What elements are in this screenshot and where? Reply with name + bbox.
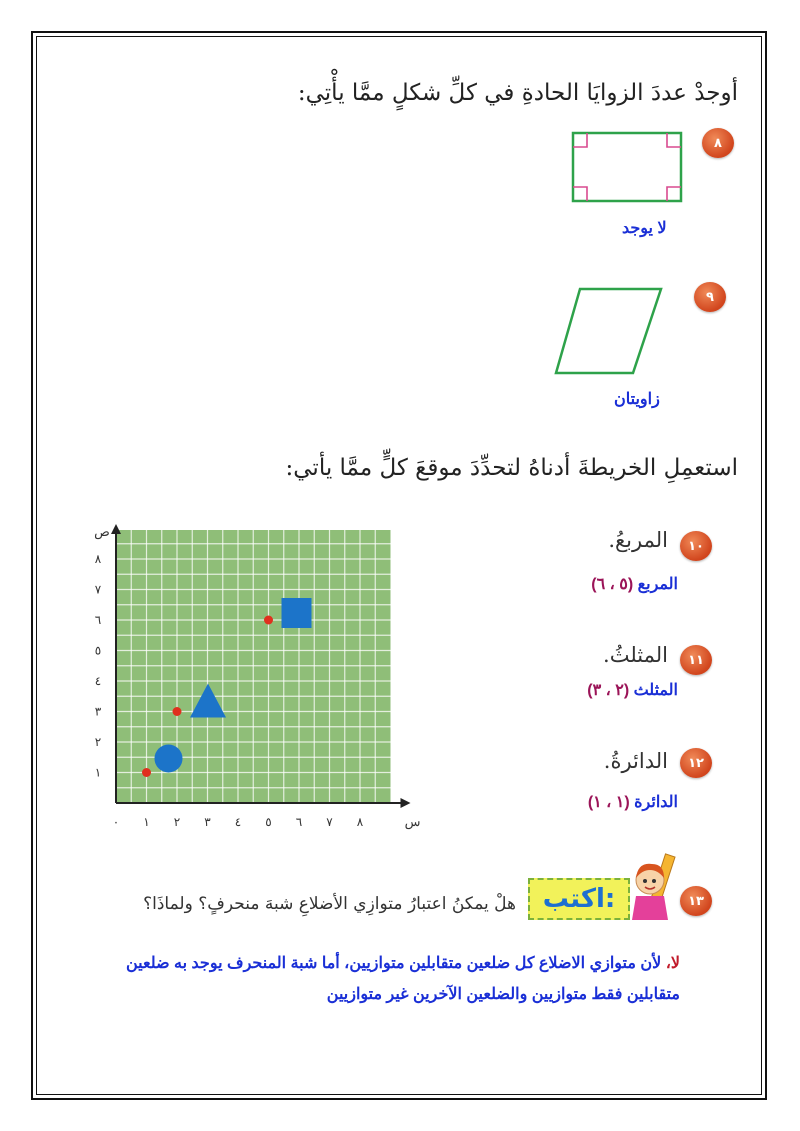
answer-circle xyxy=(588,792,678,812)
pencil-girl-icon xyxy=(626,852,678,924)
item-label-square: المربعُ. xyxy=(608,528,668,552)
parallelogram-figure xyxy=(553,286,665,378)
y-axis-label: ص xyxy=(94,525,110,540)
question-number-badge: ١١ xyxy=(680,645,712,675)
question-number-badge: ٩ xyxy=(694,282,726,312)
answer-triangle-name: المثلث xyxy=(633,682,678,699)
x-tick-label: ٦ xyxy=(295,815,303,829)
question-number-badge: ١٢ xyxy=(680,748,712,778)
answer-circle-pair: (١ ، ١) xyxy=(587,794,630,811)
item-label-circle: الدائرةُ. xyxy=(603,749,668,773)
item-label-triangle: المثلثُ. xyxy=(603,643,668,667)
y-axis-arrow xyxy=(111,524,121,534)
square-shape xyxy=(282,598,312,628)
circle-shape xyxy=(155,745,183,773)
coordinate-grid-chart xyxy=(82,522,421,834)
section2-heading: استعمِلِ الخريطةَ أدناهُ لتحدِّدَ موقعَ كلٍّ ممَّا يأتي: xyxy=(285,455,738,481)
location-point xyxy=(142,768,151,777)
answer-13-text: لأن متوازي الاضلاع كل ضلعين متقابلين متوازيين، أما شبة المنحرف يوجد به ضلعين متقابلين فقط متوازيين والضلعين الآخرين غير متوازيين xyxy=(126,955,680,1003)
y-tick-label: ٥ xyxy=(94,643,102,658)
answer-triangle xyxy=(587,680,678,700)
x-axis-arrow xyxy=(401,798,411,808)
question-number-badge: ٨ xyxy=(702,128,734,158)
x-tick-label: ١ xyxy=(143,815,150,829)
question-13-text: هلْ يمكنُ اعتبارُ متوازِي الأضلاعِ شبهَ منحرفٍ؟ ولماذَا؟ xyxy=(143,894,516,914)
y-tick-label: ١ xyxy=(94,765,102,780)
answer-circle-name: الدائرة xyxy=(634,794,678,811)
x-tick-label: ٨ xyxy=(356,815,364,829)
y-tick-label: ٦ xyxy=(94,613,102,627)
x-axis-label: س xyxy=(404,815,421,830)
y-tick-label: ٨ xyxy=(94,552,102,566)
answer-square-name: المربع xyxy=(637,576,678,593)
answer-square xyxy=(591,574,678,594)
answer-square-pair: (٥ ، ٦) xyxy=(591,576,634,593)
answer-13 xyxy=(70,948,680,1010)
x-tick-label: ٢ xyxy=(173,815,181,829)
x-tick-label: ٠ xyxy=(112,815,120,829)
y-tick-label: ٧ xyxy=(94,582,102,597)
rectangle-figure xyxy=(570,130,685,204)
write-banner xyxy=(528,878,630,920)
answer-parallelogram: زاويتان xyxy=(614,391,660,408)
question-number-badge: ١٣ xyxy=(680,886,712,916)
y-tick-label: ٢ xyxy=(94,735,102,749)
answer-rectangle: لا يوجد xyxy=(622,220,667,237)
x-tick-label: ٣ xyxy=(204,815,211,829)
x-tick-label: ٥ xyxy=(265,815,272,829)
y-tick-label: ٤ xyxy=(94,674,102,688)
location-point xyxy=(264,616,273,625)
location-point xyxy=(173,707,182,716)
answer-triangle-pair: (٢ ، ٣) xyxy=(587,682,630,699)
x-tick-label: ٧ xyxy=(326,815,333,829)
section1-heading: أوجدْ عددَ الزوايَا الحادةِ في كلِّ شكلٍ ممَّا يأْتِي: xyxy=(297,80,738,106)
question-number-badge: ١٠ xyxy=(680,531,712,561)
y-tick-label: ٣ xyxy=(94,704,102,719)
x-tick-label: ٤ xyxy=(234,815,242,829)
write-banner-label: اكتب: xyxy=(542,884,616,914)
answer-13-prefix: لا، xyxy=(665,955,680,972)
